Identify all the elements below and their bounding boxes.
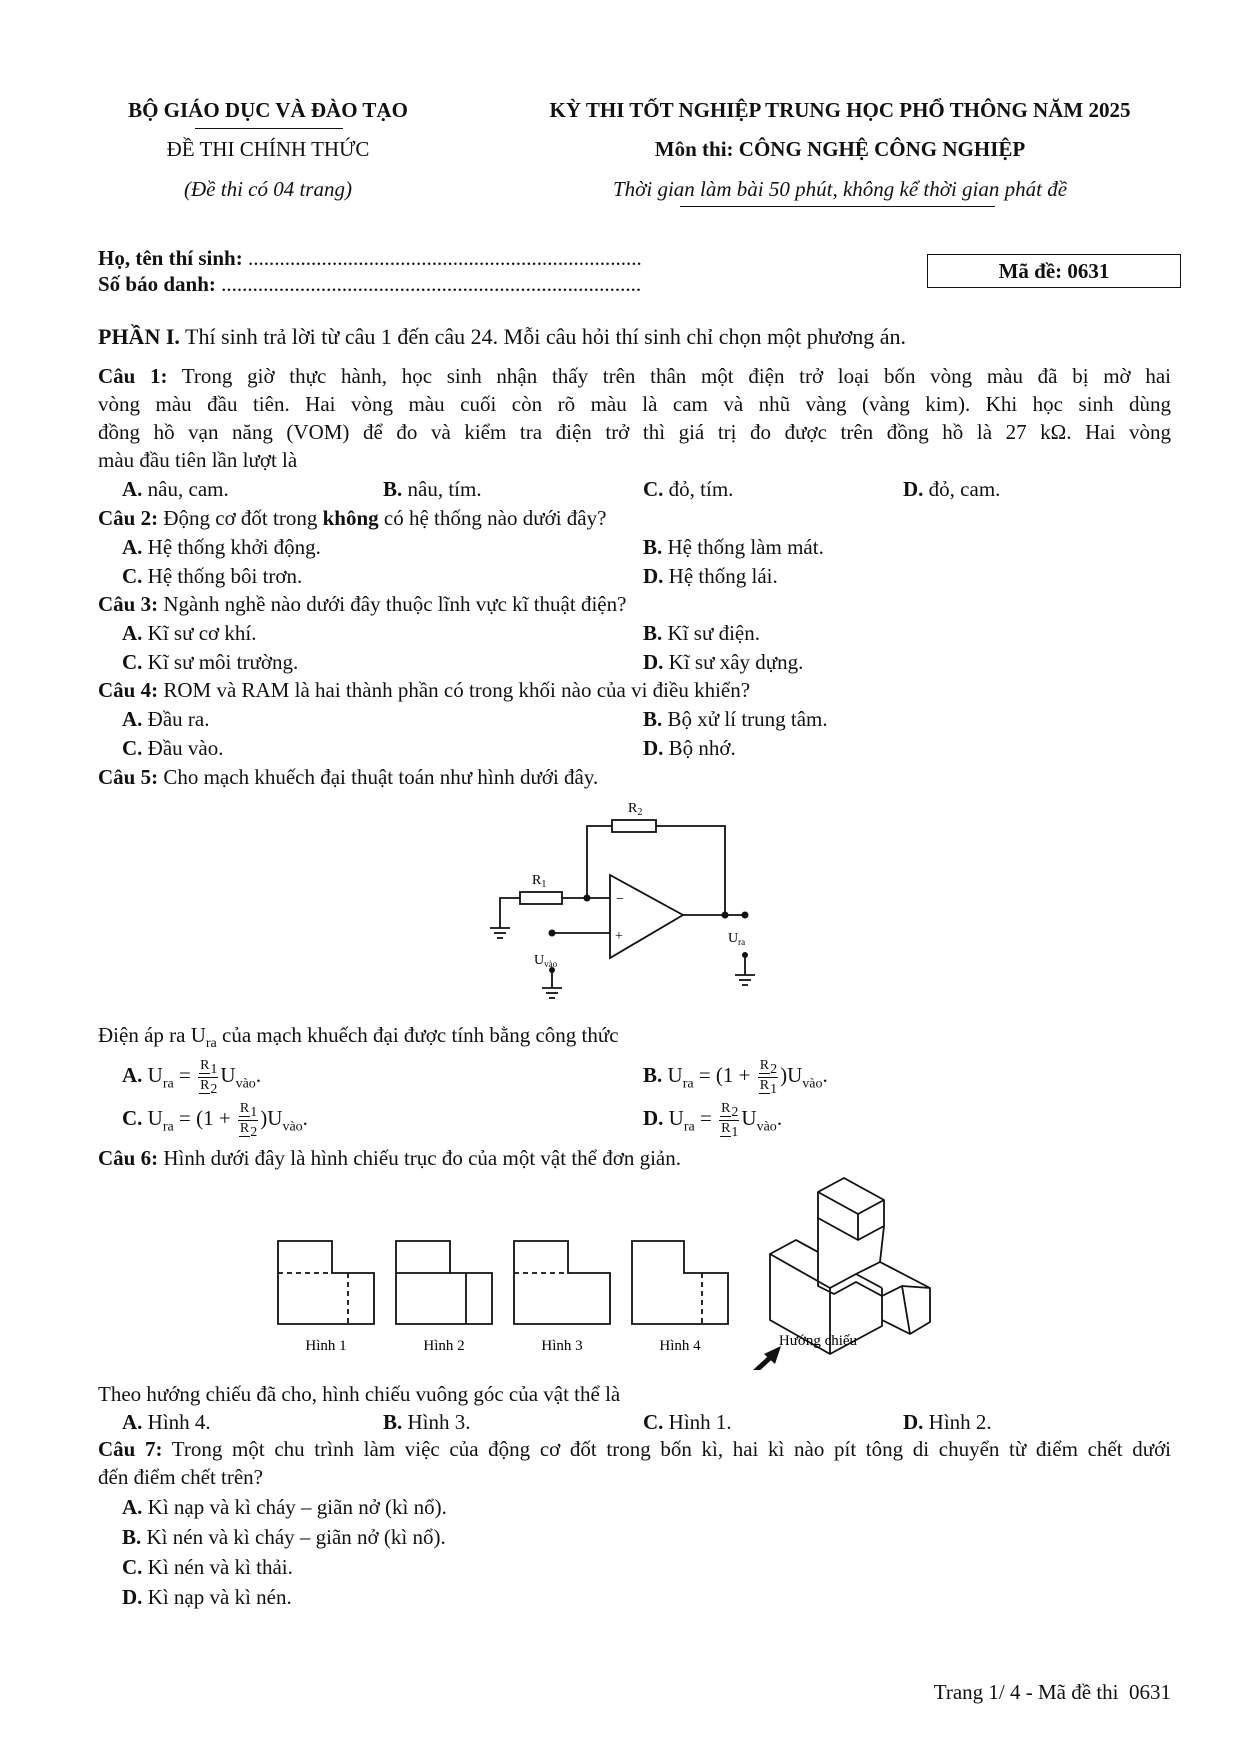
noninverting-sign: + xyxy=(615,929,623,944)
fraction: $\frac{R_2}{R_1}$ xyxy=(721,1101,739,1140)
option-letter: A. xyxy=(122,621,143,645)
option-letter: C. xyxy=(122,1555,143,1579)
q3-label: Câu 3: xyxy=(98,592,159,616)
option-letter: D. xyxy=(643,736,664,760)
q5-text: Cho mạch khuếch đại thuật toán như hình dưới đây. xyxy=(163,765,599,789)
q4-option-b[interactable] xyxy=(643,706,828,733)
junction-node xyxy=(722,912,729,919)
figure-2-label: Hình 2 xyxy=(423,1338,465,1354)
candidate-name-row xyxy=(98,246,642,271)
q1-line-1 xyxy=(98,363,1171,390)
q7-option-c[interactable] xyxy=(122,1554,293,1581)
q7-option-a[interactable] xyxy=(122,1494,447,1521)
option-text: Hình 1. xyxy=(668,1410,732,1434)
figure-2 xyxy=(396,1241,492,1324)
r1-label: $R_1$ xyxy=(532,873,547,890)
q2-option-b[interactable] xyxy=(643,534,824,561)
option-text: Hệ thống khởi động. xyxy=(147,535,321,559)
subject-name: CÔNG NGHỆ CÔNG NGHIỆP xyxy=(738,137,1026,161)
exam-code: 0631 xyxy=(1067,259,1110,283)
candidate-id-label: Số báo danh: xyxy=(98,272,216,296)
option-text: đỏ, tím. xyxy=(668,477,734,501)
q7-option-d[interactable] xyxy=(122,1584,292,1611)
q3-option-d[interactable] xyxy=(643,649,803,676)
option-text: Hệ thống bôi trơn. xyxy=(147,564,303,588)
option-letter: A. xyxy=(122,1495,143,1519)
q4-option-a[interactable] xyxy=(122,706,209,733)
q6-stem xyxy=(98,1145,1171,1172)
fraction: $\frac{R_1}{R_2}$ xyxy=(239,1101,258,1140)
option-text: Bộ nhớ. xyxy=(668,736,736,760)
option-text: Kĩ sư điện. xyxy=(667,621,760,645)
option-letter: A. xyxy=(122,477,143,501)
q1-line-4: màu đầu tiên lần lượt là xyxy=(98,448,298,472)
q1-line-3: đồng hồ vạn năng (VOM) để đo và kiểm tra điện trở thì giá trị đo được trên đồng hồ là 27 kΩ. Hai vòng xyxy=(98,420,1171,444)
q1-option-b[interactable] xyxy=(383,476,482,503)
q2-option-c[interactable] xyxy=(122,563,302,590)
page-count: (Đề thi có 04 trang) xyxy=(184,177,352,201)
option-letter: D. xyxy=(903,477,924,501)
q2-text-pre: Động cơ đốt trong xyxy=(163,506,318,530)
option-letter: B. xyxy=(383,477,403,501)
q5-option-a[interactable]: A. $U_{ra}$ = $\frac{R_1}{R_2}$ $U_{vào}$. xyxy=(122,1058,262,1097)
q2-option-a[interactable] xyxy=(122,534,321,561)
q2-emphasis: không xyxy=(322,506,379,530)
q5-option-d[interactable]: D. $U_{ra}$ = $\frac{R_2}{R_1}$ $U_{vào}$. xyxy=(643,1101,783,1140)
q2-text-post: có hệ thống nào dưới đây? xyxy=(383,506,607,530)
q7-option-b[interactable] xyxy=(122,1524,446,1551)
option-text: Hình 4. xyxy=(147,1410,211,1434)
q6-question: Theo hướng chiếu đã cho, hình chiếu vuông góc của vật thể là xyxy=(98,1382,621,1406)
q5-option-b[interactable]: B. $U_{ra} = (1$ + $\frac{R_2}{R_1}$ )$U_{vào}$. xyxy=(643,1058,828,1097)
option-text: đỏ, cam. xyxy=(928,477,1001,501)
exam-time: Thời gian làm bài 50 phút, không kể thời gian phát đề xyxy=(612,177,1068,201)
q7-line-1 xyxy=(98,1436,1171,1463)
exam-code-box xyxy=(927,254,1181,288)
candidate-id-row xyxy=(98,272,641,297)
figure-4-label: Hình 4 xyxy=(659,1338,701,1354)
q7-label: Câu 7: xyxy=(98,1437,163,1461)
subject-label: Môn thi: xyxy=(654,137,734,161)
candidate-name-label: Họ, tên thí sinh: xyxy=(98,246,243,270)
q2-option-d[interactable] xyxy=(643,563,778,590)
option-text: Bộ xử lí trung tâm. xyxy=(667,707,828,731)
figure-1 xyxy=(278,1241,374,1324)
option-letter: B. xyxy=(383,1410,403,1434)
candidate-id-dots[interactable]: ................................................................................ xyxy=(221,272,642,296)
output-terminal xyxy=(742,912,749,919)
option-text: nâu, tím. xyxy=(407,477,482,501)
opamp-symbol xyxy=(610,875,683,958)
option-text: Kì nạp và kì nén. xyxy=(147,1585,292,1609)
option-letter: B. xyxy=(643,707,663,731)
option-letter: A. xyxy=(122,1410,143,1434)
option-text: Kĩ sư xây dựng. xyxy=(668,650,804,674)
option-text: Kì nén và kì thải. xyxy=(147,1555,293,1579)
q3-text: Ngành nghề nào dưới đây thuộc lĩnh vực kĩ thuật điện? xyxy=(163,592,627,616)
section-1-instructions: Thí sinh trả lời từ câu 1 đến câu 24. Mỗi câu hỏi thí sinh chỉ chọn một phương án. xyxy=(185,324,907,349)
q1-option-a[interactable] xyxy=(122,476,229,503)
option-text: Kì nén và kì cháy – giãn nở (kì nổ). xyxy=(146,1525,446,1549)
r1-ground-wire xyxy=(500,898,520,928)
option-letter: D. xyxy=(643,1106,664,1131)
feedback-wire-right xyxy=(656,826,725,915)
exam-title: KỲ THI TỐT NGHIỆP TRUNG HỌC PHỔ THÔNG NĂM 2025 xyxy=(549,98,1131,122)
q4-text: ROM và RAM là hai thành phần có trong khối nào của vi điều khiển? xyxy=(163,678,751,702)
option-letter: C. xyxy=(643,1410,664,1434)
q4-option-d[interactable] xyxy=(643,735,736,762)
fraction: $\frac{R_2}{R_1}$ xyxy=(759,1058,778,1097)
q6-text: Hình dưới đây là hình chiếu trục đo của một vật thể đơn giản. xyxy=(163,1146,681,1170)
option-letter: C. xyxy=(122,564,143,588)
opamp-circuit-diagram xyxy=(470,790,790,1015)
option-text: Kì nạp và kì cháy – giãn nở (kì nổ). xyxy=(147,1495,447,1519)
q5-stem xyxy=(98,764,1171,791)
q1-label: Câu 1: xyxy=(98,364,168,388)
feedback-wire-left xyxy=(587,826,612,898)
q5-question-sub: ra xyxy=(205,1036,217,1052)
q5-question xyxy=(98,1022,1171,1057)
official-label: ĐỀ THI CHÍNH THỨC xyxy=(166,137,370,161)
isometric-object xyxy=(770,1178,930,1354)
section-1-title: PHẦN I. xyxy=(98,324,180,349)
projection-direction-label: Hướng chiếu xyxy=(778,1333,858,1349)
q4-stem xyxy=(98,677,1171,704)
candidate-name-dots[interactable]: ........................................................................... xyxy=(247,246,642,270)
q6-option-b[interactable] xyxy=(383,1409,471,1436)
q2-label: Câu 2: xyxy=(98,506,159,530)
option-text: Kĩ sư môi trường. xyxy=(147,650,299,674)
input-terminal xyxy=(549,930,556,937)
option-text: Hình 3. xyxy=(407,1410,471,1434)
option-letter: D. xyxy=(643,564,664,588)
ministry-name: BỘ GIÁO DỤC VÀ ĐÀO TẠO xyxy=(128,98,408,122)
option-letter: C. xyxy=(643,477,664,501)
option-letter: A. xyxy=(122,1063,143,1088)
q2-stem xyxy=(98,505,1171,532)
ministry-underline xyxy=(195,128,343,129)
option-letter: D. xyxy=(903,1410,924,1434)
option-letter: B. xyxy=(643,535,663,559)
option-text: Hệ thống làm mát. xyxy=(667,535,824,559)
figure-4 xyxy=(632,1241,728,1324)
q4-label: Câu 4: xyxy=(98,678,159,702)
option-text: Đầu ra. xyxy=(147,707,210,731)
q3-stem xyxy=(98,591,1171,618)
figure-3-label: Hình 3 xyxy=(541,1338,583,1354)
q7-line-2: đến điểm chết trên? xyxy=(98,1465,264,1489)
q5-label: Câu 5: xyxy=(98,765,159,789)
option-letter: C. xyxy=(122,1106,143,1131)
option-text: Kĩ sư cơ khí. xyxy=(147,621,257,645)
inverting-sign: − xyxy=(616,892,624,907)
q3-option-c[interactable] xyxy=(122,649,298,676)
option-letter: C. xyxy=(122,736,143,760)
time-underline xyxy=(680,206,995,207)
q5-question-pre: Điện áp ra U xyxy=(98,1023,206,1047)
option-letter: C. xyxy=(122,650,143,674)
q4-option-c[interactable] xyxy=(122,735,223,762)
figure-1-label: Hình 1 xyxy=(305,1338,347,1354)
uin-label: $U_{vào}$ xyxy=(534,953,558,969)
resistor-r2 xyxy=(612,820,656,832)
q6-option-d[interactable] xyxy=(903,1409,992,1436)
subject-line xyxy=(480,137,1200,162)
q5-option-c[interactable]: C. $U_{ra} = (1$ + $\frac{R_1}{R_2}$ )$U_{vào}$. xyxy=(122,1101,308,1140)
option-text: Đầu vào. xyxy=(147,736,224,760)
page-footer: Trang 1/ 4 - Mã đề thi 0631 xyxy=(933,1680,1171,1704)
option-text: Hình 2. xyxy=(928,1410,992,1434)
output-ground-terminal xyxy=(742,952,748,958)
figure-3 xyxy=(514,1241,610,1324)
uout-label: $U_{ra}$ xyxy=(728,931,746,947)
fraction: $\frac{R_1}{R_2}$ xyxy=(200,1058,218,1097)
section-1-heading xyxy=(98,323,1171,350)
q1-option-d[interactable] xyxy=(903,476,1000,503)
q7-text-1: Trong một chu trình làm việc của động cơ đốt trong bốn kì, hai kì nào pít tông di chuyển từ điểm chết dưới xyxy=(171,1437,1172,1461)
r2-label: $R_2$ xyxy=(628,801,643,818)
q3-option-a[interactable] xyxy=(122,620,257,647)
q1-line-2: vòng màu đầu tiên. Hai vòng màu cuối còn rõ màu là cam và nhũ vàng (vàng kim). Khi học sinh dùng xyxy=(98,392,1171,416)
resistor-r1 xyxy=(520,892,562,904)
q1-text-1: Trong giờ thực hành, học sinh nhận thấy trên thân một điện trở loại bốn vòng màu đã bị mờ hai xyxy=(181,364,1171,388)
q6-option-a[interactable] xyxy=(122,1409,211,1436)
projection-figures xyxy=(270,1170,990,1370)
option-letter: D. xyxy=(122,1585,143,1609)
q1-option-c[interactable] xyxy=(643,476,733,503)
option-text: nâu, cam. xyxy=(147,477,229,501)
q5-question-post: của mạch khuếch đại được tính bằng công thức xyxy=(222,1023,619,1047)
option-letter: A. xyxy=(122,707,143,731)
option-text: Hệ thống lái. xyxy=(668,564,778,588)
q3-option-b[interactable] xyxy=(643,620,760,647)
option-letter: B. xyxy=(643,1063,663,1088)
junction-node xyxy=(584,895,591,902)
option-letter: B. xyxy=(643,621,663,645)
option-letter: D. xyxy=(643,650,664,674)
option-letter: B. xyxy=(122,1525,142,1549)
q6-option-c[interactable] xyxy=(643,1409,732,1436)
option-letter: A. xyxy=(122,535,143,559)
exam-code-label: Mã đề: xyxy=(998,259,1063,283)
q6-label: Câu 6: xyxy=(98,1146,159,1170)
